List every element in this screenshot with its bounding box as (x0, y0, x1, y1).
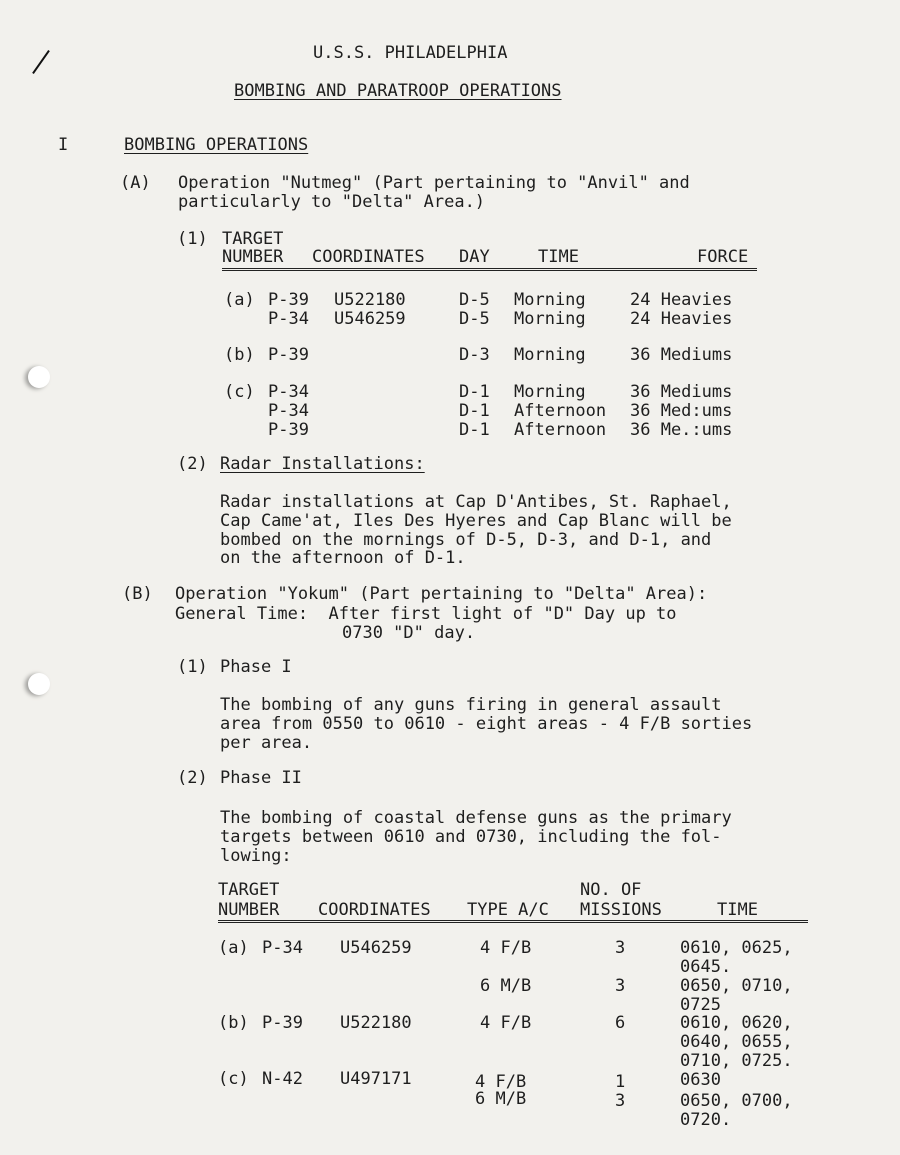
row-missions: 3 (615, 1091, 626, 1111)
row-time: 0610, 0620, (680, 1013, 793, 1033)
phase-1-title: Phase I (220, 657, 292, 677)
table-1-header-number: NUMBER (222, 247, 284, 267)
row-missions: 6 (615, 1013, 626, 1033)
row-target: P-39 (268, 345, 309, 365)
table-1-header-coordinates: COORDINATES (312, 247, 425, 267)
row-time: 0645. (680, 957, 732, 977)
phase-1-marker: (1) (177, 657, 208, 677)
table-2-header-type: TYPE A/C (467, 900, 549, 920)
op-b-marker: (B) (122, 584, 153, 604)
row-label: (b) (224, 345, 255, 365)
row-day: D-1 (459, 401, 490, 421)
table-1-header-force: FORCE (697, 247, 749, 267)
row-coordinates: U497171 (340, 1069, 412, 1089)
row-time: Morning (514, 309, 586, 329)
row-type: 6 M/B (480, 976, 532, 996)
table-2-header-target: TARGET (218, 880, 280, 900)
row-time: Morning (514, 290, 586, 310)
op-a-line-1: Operation "Nutmeg" (Part pertaining to "Anvil" and (178, 173, 690, 193)
row-target: P-39 (262, 1013, 303, 1033)
row-force: 36 Mediums (630, 382, 733, 402)
row-time: 0640, 0655, (680, 1032, 793, 1052)
row-type: 4 F/B (475, 1072, 527, 1092)
row-time: Morning (514, 345, 586, 365)
row-label: (c) (218, 1069, 249, 1089)
row-time: Morning (514, 382, 586, 402)
row-target: P-34 (268, 401, 309, 421)
op-b-line-3: 0730 "D" day. (342, 623, 476, 643)
radar-line-4: on the afternoon of D-1. (220, 548, 466, 568)
row-time: Afternoon (514, 420, 607, 440)
row-label: (a) (224, 290, 255, 310)
phase-2-line-1: The bombing of coastal defense guns as the primary (220, 808, 732, 828)
radar-line-2: Cap Came'at, Iles Des Hyeres and Cap Blanc will be (220, 511, 732, 531)
table-1-header-day: DAY (459, 247, 490, 267)
radar-title: Radar Installations: (220, 454, 425, 474)
phase-2-marker: (2) (177, 768, 208, 788)
row-time: 0630 (680, 1070, 721, 1090)
row-time: 0720. (680, 1110, 732, 1130)
row-force: 36 Med:ums (630, 401, 733, 421)
radar-line-3: bombed on the mornings of D-5, D-3, and D-1, and (220, 530, 712, 550)
row-label: (c) (224, 382, 255, 402)
table-2-header-no-of: NO. OF (580, 880, 642, 900)
row-time: 0650, 0700, (680, 1091, 793, 1111)
punch-hole-2 (28, 673, 50, 695)
row-force: 36 Mediums (630, 345, 733, 365)
op-b-line-2: General Time: After first light of "D" Day up to (175, 604, 677, 624)
table-1-header-time: TIME (538, 247, 579, 267)
table-1-rule (222, 268, 757, 271)
row-type: 4 F/B (480, 1013, 532, 1033)
row-coordinates: U522180 (334, 290, 406, 310)
row-missions: 3 (615, 976, 626, 996)
row-target: P-39 (268, 420, 309, 440)
row-type: 6 M/B (475, 1089, 527, 1109)
row-day: D-1 (459, 382, 490, 402)
row-missions: 1 (615, 1072, 626, 1092)
punch-hole-1 (28, 366, 50, 388)
ship-name: U.S.S. PHILADELPHIA (313, 43, 508, 63)
row-day: D-5 (459, 309, 490, 329)
table-2-header-time: TIME (717, 900, 758, 920)
row-force: 24 Heavies (630, 290, 733, 310)
radar-line-1: Radar installations at Cap D'Antibes, St. Raphael, (220, 492, 732, 512)
row-time: 0650, 0710, (680, 976, 793, 996)
phase-1-line-2: area from 0550 to 0610 - eight areas - 4 F/B sorties (220, 714, 753, 734)
row-force: 36 Me.:ums (630, 420, 733, 440)
pen-mark (32, 50, 50, 74)
row-time: 0610, 0625, (680, 938, 793, 958)
phase-2-line-3: lowing: (220, 846, 292, 866)
phase-2-line-2: targets between 0610 and 0730, including the fol- (220, 827, 722, 847)
row-time: 0710, 0725. (680, 1051, 793, 1071)
row-label: (a) (218, 938, 249, 958)
phase-1-line-3: per area. (220, 733, 313, 753)
section-title: BOMBING OPERATIONS (124, 135, 309, 155)
row-label: (b) (218, 1013, 249, 1033)
row-time: Afternoon (514, 401, 607, 421)
section-numeral: I (58, 135, 69, 155)
row-time: 0725 (680, 995, 721, 1015)
row-day: D-1 (459, 420, 490, 440)
row-force: 24 Heavies (630, 309, 733, 329)
row-target: P-34 (268, 382, 309, 402)
row-target: N-42 (262, 1069, 303, 1089)
phase-1-line-1: The bombing of any guns firing in general assault (220, 695, 722, 715)
table-2-header-coordinates: COORDINATES (318, 900, 431, 920)
document-title: BOMBING AND PARATROOP OPERATIONS (234, 81, 562, 101)
row-target: P-34 (268, 309, 309, 329)
table-2-rule (218, 920, 808, 923)
op-a-line-2: particularly to "Delta" Area.) (178, 192, 486, 212)
table-2-header-number: NUMBER (218, 900, 280, 920)
row-coordinates: U546259 (334, 309, 406, 329)
item-2-marker: (2) (177, 454, 208, 474)
table-2-header-missions: MISSIONS (580, 900, 662, 920)
table-1-header-target: TARGET (222, 229, 284, 249)
row-target: P-39 (268, 290, 309, 310)
row-coordinates: U522180 (340, 1013, 412, 1033)
row-missions: 3 (615, 938, 626, 958)
op-a-marker: (A) (120, 173, 151, 193)
row-day: D-5 (459, 290, 490, 310)
row-type: 4 F/B (480, 938, 532, 958)
row-coordinates: U546259 (340, 938, 412, 958)
row-target: P-34 (262, 938, 303, 958)
item-1-marker: (1) (177, 229, 208, 249)
op-b-line-1: Operation "Yokum" (Part pertaining to "Delta" Area): (175, 584, 708, 604)
row-day: D-3 (459, 345, 490, 365)
phase-2-title: Phase II (220, 768, 302, 788)
